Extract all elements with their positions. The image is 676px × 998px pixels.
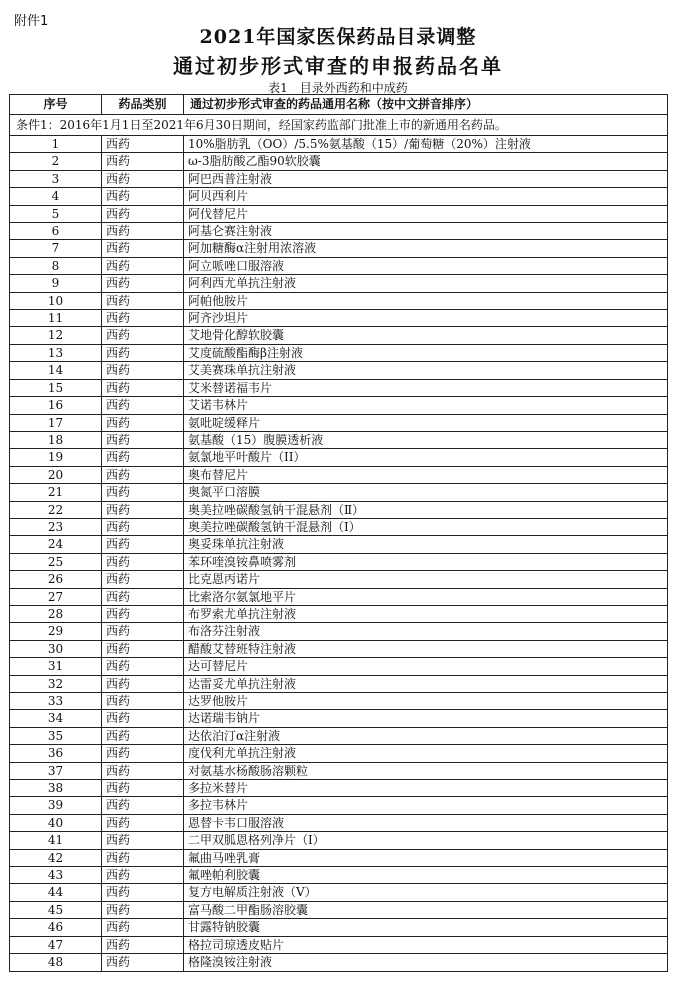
row-drug-name: 达可替尼片 bbox=[184, 658, 668, 675]
row-serial-number: 30 bbox=[10, 640, 102, 657]
row-drug-category: 西药 bbox=[102, 240, 184, 257]
row-drug-name: 富马酸二甲酯肠溶胶囊 bbox=[184, 901, 668, 918]
row-serial-number: 37 bbox=[10, 762, 102, 779]
row-serial-number: 25 bbox=[10, 553, 102, 570]
row-serial-number: 6 bbox=[10, 223, 102, 240]
row-drug-category: 西药 bbox=[102, 501, 184, 518]
row-drug-category: 西药 bbox=[102, 431, 184, 448]
table-row bbox=[10, 919, 668, 936]
row-serial-number: 48 bbox=[10, 954, 102, 971]
row-serial-number: 28 bbox=[10, 605, 102, 622]
row-drug-category: 西药 bbox=[102, 205, 184, 222]
row-drug-category: 西药 bbox=[102, 275, 184, 292]
row-serial-number: 44 bbox=[10, 884, 102, 901]
row-serial-number: 22 bbox=[10, 501, 102, 518]
table-row bbox=[10, 675, 668, 692]
row-drug-name: 达罗他胺片 bbox=[184, 693, 668, 710]
row-drug-category: 西药 bbox=[102, 484, 184, 501]
row-drug-name: 阿贝西利片 bbox=[184, 188, 668, 205]
row-drug-category: 西药 bbox=[102, 257, 184, 274]
row-drug-category: 西药 bbox=[102, 518, 184, 535]
row-drug-category: 西药 bbox=[102, 693, 184, 710]
row-drug-name: 阿基仑赛注射液 bbox=[184, 223, 668, 240]
table-row bbox=[10, 518, 668, 535]
table-row bbox=[10, 553, 668, 570]
row-serial-number: 5 bbox=[10, 205, 102, 222]
row-drug-category: 西药 bbox=[102, 292, 184, 309]
row-serial-number: 10 bbox=[10, 292, 102, 309]
row-serial-number: 41 bbox=[10, 832, 102, 849]
row-drug-name: 艾诺韦林片 bbox=[184, 397, 668, 414]
condition-text: 条件1：2016年1月1日至2021年6月30日期间，经国家药监部门批准上市的新通用名药品。 bbox=[10, 115, 668, 136]
row-drug-name: 恩替卡韦口服溶液 bbox=[184, 814, 668, 831]
row-serial-number: 15 bbox=[10, 379, 102, 396]
header-serial-number: 序号 bbox=[10, 95, 102, 115]
row-serial-number: 23 bbox=[10, 518, 102, 535]
row-serial-number: 9 bbox=[10, 275, 102, 292]
table-header-row bbox=[10, 95, 668, 115]
row-drug-name: 阿齐沙坦片 bbox=[184, 310, 668, 327]
row-drug-category: 西药 bbox=[102, 623, 184, 640]
row-drug-category: 西药 bbox=[102, 170, 184, 187]
table-row bbox=[10, 275, 668, 292]
row-drug-category: 西药 bbox=[102, 675, 184, 692]
row-drug-name: 甘露特钠胶囊 bbox=[184, 919, 668, 936]
table-row bbox=[10, 954, 668, 971]
row-drug-category: 西药 bbox=[102, 588, 184, 605]
row-drug-name: 奥布替尼片 bbox=[184, 466, 668, 483]
row-drug-category: 西药 bbox=[102, 466, 184, 483]
table-row bbox=[10, 814, 668, 831]
drug-list-table bbox=[9, 94, 668, 972]
row-drug-category: 西药 bbox=[102, 605, 184, 622]
row-drug-category: 西药 bbox=[102, 919, 184, 936]
table-row bbox=[10, 797, 668, 814]
table-row bbox=[10, 780, 668, 797]
row-drug-category: 西药 bbox=[102, 362, 184, 379]
row-drug-name: 阿巴西普注射液 bbox=[184, 170, 668, 187]
row-serial-number: 45 bbox=[10, 901, 102, 918]
row-drug-category: 西药 bbox=[102, 814, 184, 831]
row-drug-category: 西药 bbox=[102, 901, 184, 918]
table-row bbox=[10, 292, 668, 309]
row-drug-category: 西药 bbox=[102, 745, 184, 762]
row-drug-name: 艾米替诺福韦片 bbox=[184, 379, 668, 396]
row-drug-name: 氨氯地平叶酸片（II） bbox=[184, 449, 668, 466]
header-drug-name: 通过初步形式审查的药品通用名称（按中文拼音排序） bbox=[184, 95, 668, 115]
table-row bbox=[10, 536, 668, 553]
attachment-label: 附件1 bbox=[14, 14, 49, 29]
row-serial-number: 46 bbox=[10, 919, 102, 936]
table-row bbox=[10, 362, 668, 379]
table-row bbox=[10, 223, 668, 240]
row-drug-category: 西药 bbox=[102, 414, 184, 431]
table-row bbox=[10, 310, 668, 327]
row-drug-category: 西药 bbox=[102, 954, 184, 971]
row-serial-number: 29 bbox=[10, 623, 102, 640]
row-serial-number: 32 bbox=[10, 675, 102, 692]
row-drug-name: 奥美拉唑碳酸氢钠干混悬剂（Ⅱ） bbox=[184, 501, 668, 518]
row-drug-name: 比克恩丙诺片 bbox=[184, 571, 668, 588]
row-drug-name: 苯环喹溴铵鼻喷雾剂 bbox=[184, 553, 668, 570]
row-drug-category: 西药 bbox=[102, 640, 184, 657]
row-serial-number: 36 bbox=[10, 745, 102, 762]
table-row bbox=[10, 727, 668, 744]
row-drug-name: 奥氮平口溶膜 bbox=[184, 484, 668, 501]
table-row bbox=[10, 379, 668, 396]
row-serial-number: 3 bbox=[10, 170, 102, 187]
row-drug-name: 阿伐替尼片 bbox=[184, 205, 668, 222]
row-drug-name: 阿立哌唑口服溶液 bbox=[184, 257, 668, 274]
row-drug-category: 西药 bbox=[102, 849, 184, 866]
row-drug-name: 阿帕他胺片 bbox=[184, 292, 668, 309]
row-drug-category: 西药 bbox=[102, 727, 184, 744]
table-row bbox=[10, 884, 668, 901]
table-row bbox=[10, 188, 668, 205]
row-drug-name: 奥美拉唑碳酸氢钠干混悬剂（Ⅰ） bbox=[184, 518, 668, 535]
row-drug-category: 西药 bbox=[102, 658, 184, 675]
row-serial-number: 14 bbox=[10, 362, 102, 379]
table-row bbox=[10, 501, 668, 518]
row-drug-category: 西药 bbox=[102, 223, 184, 240]
table-row bbox=[10, 849, 668, 866]
row-drug-name: 10%脂肪乳（OO）/5.5%氨基酸（15）/葡萄糖（20%）注射液 bbox=[184, 136, 668, 153]
row-drug-name: ω-3脂肪酸乙酯90软胶囊 bbox=[184, 153, 668, 170]
row-drug-category: 西药 bbox=[102, 136, 184, 153]
row-serial-number: 39 bbox=[10, 797, 102, 814]
row-drug-name: 艾美赛珠单抗注射液 bbox=[184, 362, 668, 379]
table-row bbox=[10, 867, 668, 884]
row-serial-number: 2 bbox=[10, 153, 102, 170]
document-subtitle: 通过初步形式审查的申报药品名单 bbox=[173, 54, 503, 78]
row-drug-name: 对氨基水杨酸肠溶颗粒 bbox=[184, 762, 668, 779]
table-row bbox=[10, 449, 668, 466]
row-drug-category: 西药 bbox=[102, 780, 184, 797]
row-drug-name: 阿加糖酶α注射用浓溶液 bbox=[184, 240, 668, 257]
row-serial-number: 19 bbox=[10, 449, 102, 466]
row-drug-name: 格拉司琼透皮贴片 bbox=[184, 936, 668, 953]
table-row bbox=[10, 901, 668, 918]
table-row bbox=[10, 658, 668, 675]
row-drug-name: 布罗索尤单抗注射液 bbox=[184, 605, 668, 622]
row-drug-name: 二甲双胍恩格列净片（Ⅰ） bbox=[184, 832, 668, 849]
row-drug-name: 复方电解质注射液（Ⅴ） bbox=[184, 884, 668, 901]
row-serial-number: 26 bbox=[10, 571, 102, 588]
row-serial-number: 42 bbox=[10, 849, 102, 866]
row-drug-category: 西药 bbox=[102, 867, 184, 884]
row-serial-number: 40 bbox=[10, 814, 102, 831]
table-row bbox=[10, 136, 668, 153]
row-drug-category: 西药 bbox=[102, 832, 184, 849]
table-row bbox=[10, 588, 668, 605]
row-serial-number: 33 bbox=[10, 693, 102, 710]
table-row bbox=[10, 710, 668, 727]
row-drug-category: 西药 bbox=[102, 936, 184, 953]
table-row bbox=[10, 205, 668, 222]
table-row bbox=[10, 466, 668, 483]
table-row bbox=[10, 623, 668, 640]
row-serial-number: 31 bbox=[10, 658, 102, 675]
row-drug-name: 氨基酸（15）腹膜透析液 bbox=[184, 431, 668, 448]
table-caption: 表1 目录外西药和中成药 bbox=[268, 81, 408, 95]
row-drug-name: 阿利西尤单抗注射液 bbox=[184, 275, 668, 292]
row-drug-name: 格隆溴铵注射液 bbox=[184, 954, 668, 971]
table-row bbox=[10, 170, 668, 187]
row-drug-name: 比索洛尔氨氯地平片 bbox=[184, 588, 668, 605]
row-drug-name: 艾地骨化醇软胶囊 bbox=[184, 327, 668, 344]
row-serial-number: 12 bbox=[10, 327, 102, 344]
table-row bbox=[10, 240, 668, 257]
row-serial-number: 34 bbox=[10, 710, 102, 727]
row-drug-category: 西药 bbox=[102, 449, 184, 466]
row-drug-category: 西药 bbox=[102, 344, 184, 361]
row-drug-name: 氨吡啶缓释片 bbox=[184, 414, 668, 431]
table-row bbox=[10, 484, 668, 501]
row-serial-number: 18 bbox=[10, 431, 102, 448]
table-row bbox=[10, 605, 668, 622]
row-serial-number: 8 bbox=[10, 257, 102, 274]
row-drug-category: 西药 bbox=[102, 397, 184, 414]
table-row bbox=[10, 832, 668, 849]
row-drug-category: 西药 bbox=[102, 710, 184, 727]
row-serial-number: 38 bbox=[10, 780, 102, 797]
row-drug-name: 多拉米替片 bbox=[184, 780, 668, 797]
row-serial-number: 20 bbox=[10, 466, 102, 483]
row-serial-number: 47 bbox=[10, 936, 102, 953]
row-serial-number: 13 bbox=[10, 344, 102, 361]
row-serial-number: 1 bbox=[10, 136, 102, 153]
row-drug-category: 西药 bbox=[102, 553, 184, 570]
row-drug-name: 达雷妥尤单抗注射液 bbox=[184, 675, 668, 692]
row-drug-name: 多拉韦林片 bbox=[184, 797, 668, 814]
table-row bbox=[10, 431, 668, 448]
row-drug-name: 度伐利尤单抗注射液 bbox=[184, 745, 668, 762]
row-drug-category: 西药 bbox=[102, 310, 184, 327]
row-serial-number: 17 bbox=[10, 414, 102, 431]
row-drug-name: 达诺瑞韦钠片 bbox=[184, 710, 668, 727]
row-serial-number: 27 bbox=[10, 588, 102, 605]
row-drug-category: 西药 bbox=[102, 188, 184, 205]
row-drug-category: 西药 bbox=[102, 536, 184, 553]
row-serial-number: 43 bbox=[10, 867, 102, 884]
row-drug-name: 布洛芬注射液 bbox=[184, 623, 668, 640]
row-drug-name: 氟曲马唑乳膏 bbox=[184, 849, 668, 866]
row-drug-category: 西药 bbox=[102, 327, 184, 344]
row-drug-name: 氟唑帕利胶囊 bbox=[184, 867, 668, 884]
table-row bbox=[10, 397, 668, 414]
row-serial-number: 24 bbox=[10, 536, 102, 553]
table-row bbox=[10, 640, 668, 657]
table-row bbox=[10, 936, 668, 953]
row-drug-category: 西药 bbox=[102, 153, 184, 170]
table-row bbox=[10, 344, 668, 361]
table-row bbox=[10, 762, 668, 779]
table-row bbox=[10, 414, 668, 431]
condition-row bbox=[10, 115, 668, 136]
table-row bbox=[10, 153, 668, 170]
row-serial-number: 7 bbox=[10, 240, 102, 257]
header-drug-category: 药品类别 bbox=[102, 95, 184, 115]
row-drug-name: 艾度硫酸酯酶β注射液 bbox=[184, 344, 668, 361]
document-title: 2021年国家医保药品目录调整 bbox=[199, 26, 477, 48]
table-row bbox=[10, 693, 668, 710]
row-drug-category: 西药 bbox=[102, 797, 184, 814]
row-drug-name: 奥妥珠单抗注射液 bbox=[184, 536, 668, 553]
row-serial-number: 35 bbox=[10, 727, 102, 744]
row-drug-category: 西药 bbox=[102, 379, 184, 396]
table-row bbox=[10, 745, 668, 762]
row-serial-number: 4 bbox=[10, 188, 102, 205]
row-drug-name: 醋酸艾替班特注射液 bbox=[184, 640, 668, 657]
row-drug-category: 西药 bbox=[102, 762, 184, 779]
row-drug-category: 西药 bbox=[102, 884, 184, 901]
row-serial-number: 21 bbox=[10, 484, 102, 501]
row-serial-number: 11 bbox=[10, 310, 102, 327]
row-serial-number: 16 bbox=[10, 397, 102, 414]
table-row bbox=[10, 327, 668, 344]
row-drug-name: 达依泊汀α注射液 bbox=[184, 727, 668, 744]
row-drug-category: 西药 bbox=[102, 571, 184, 588]
table-row bbox=[10, 571, 668, 588]
table-row bbox=[10, 257, 668, 274]
